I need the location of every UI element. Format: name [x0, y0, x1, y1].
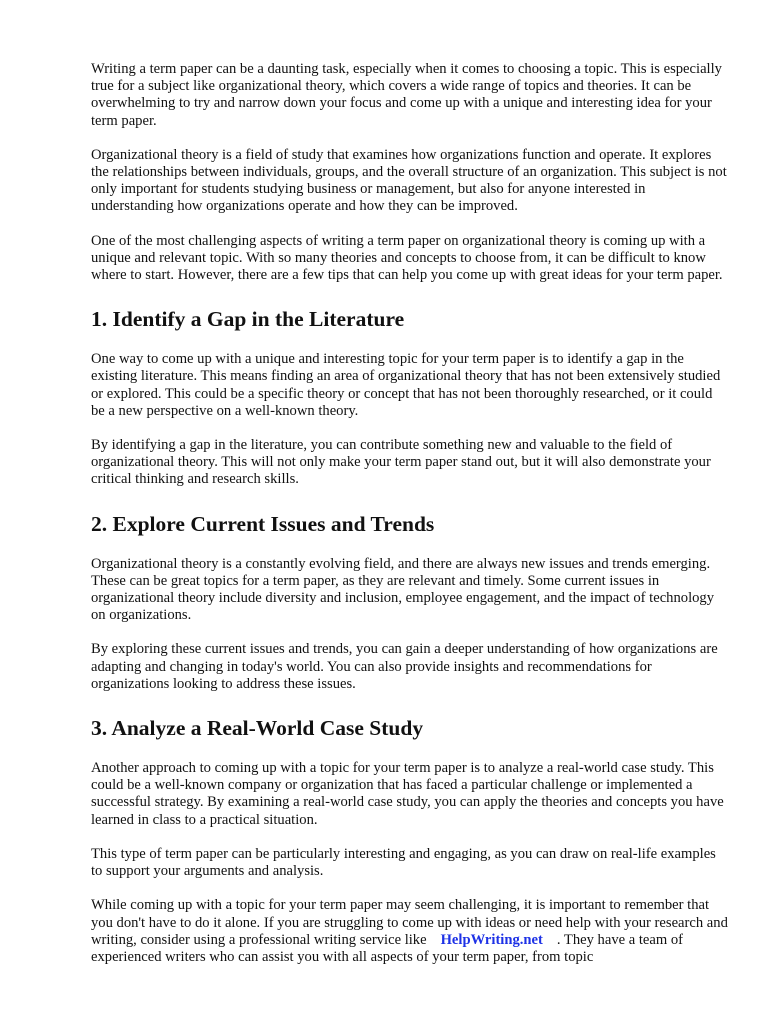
- closing-text-after-link: . They have a team of experienced writers who can assist you with all aspects of your term paper, from topic: [91, 931, 684, 965]
- intro-paragraph-1: Writing a term paper can be a daunting task, especially when it comes to choosing a topic. This is especially true for a subject like organizational theory, which covers a wide range of topics and theories. It can be overwhelming to try and narrow down your focus and come up with a unique and interesting idea for your term paper.: [91, 61, 722, 129]
- closing-paragraph: [91, 897, 728, 966]
- intro-paragraph-3: One of the most challenging aspects of writing a term paper on organizational theory is coming up with a unique and relevant topic. With so many theories and concepts to choose from, it can be difficult to know where to start. However, there are a few tips that can help you come up with great ideas for your term paper.: [91, 232, 723, 284]
- section-1-paragraph-1: One way to come up with a unique and interesting topic for your term paper is to identify a gap in the existing literature. This means finding an area of organizational theory that has not been extensively studied or explored. This could be a specific theory or concept that has not been thoroughly researched, or it could be a new perspective on a well-known theory.: [91, 351, 721, 419]
- section-2-heading: 2. Explore Current Issues and Trends: [91, 511, 435, 536]
- intro-paragraph-2: Organizational theory is a field of study that examines how organizations function and operate. It explores the relationships between individuals, groups, and the overall structure of an organization. This subject is not only important for students studying business or management, but also for anyone interested in understanding how organizations operate and how they can be improved.: [91, 146, 727, 215]
- section-3-paragraph-1: Another approach to coming up with a topic for your term paper is to analyze a real-world case study. This could be a well-known company or organization that has faced a particular challenge or implemented a successful strategy. By examining a real-world case study, you can apply the theories and concepts you have learned in class to a practical situation.: [91, 760, 724, 828]
- closing-text-before-link: While coming up with a topic for your term paper may seem challenging, it is important to remember that you don't have to do it alone. If you are struggling to come up with ideas or need help with your research and writing, consider using a professional writing service like: [91, 897, 728, 948]
- section-3-paragraph-2: This type of term paper can be particularly interesting and engaging, as you can draw on real-life examples to support your arguments and analysis.: [91, 845, 716, 880]
- section-2-paragraph-2: By exploring these current issues and trends, you can gain a deeper understanding of how organizations are adapting and changing in today's world. You can also provide insights and recommendations for organizations looking to address these issues.: [91, 641, 718, 692]
- section-1-heading: 1. Identify a Gap in the Literature: [91, 307, 405, 332]
- helpwriting-link[interactable]: HelpWriting.net: [440, 931, 543, 948]
- section-1-paragraph-2: By identifying a gap in the literature, you can contribute something new and valuable to the field of organizational theory. This will not only make your term paper stand out, but it will also demonstrate your critical thinking and research skills.: [91, 437, 711, 488]
- section-2-paragraph-1: Organizational theory is a constantly evolving field, and there are always new issues and trends emerging. These can be great topics for a term paper, as they are relevant and timely. Some current issues in organizational theory include diversity and inclusion, employee engagement, and the impact of technology on organizations.: [91, 555, 715, 624]
- section-3-heading: 3. Analyze a Real-World Case Study: [91, 716, 424, 741]
